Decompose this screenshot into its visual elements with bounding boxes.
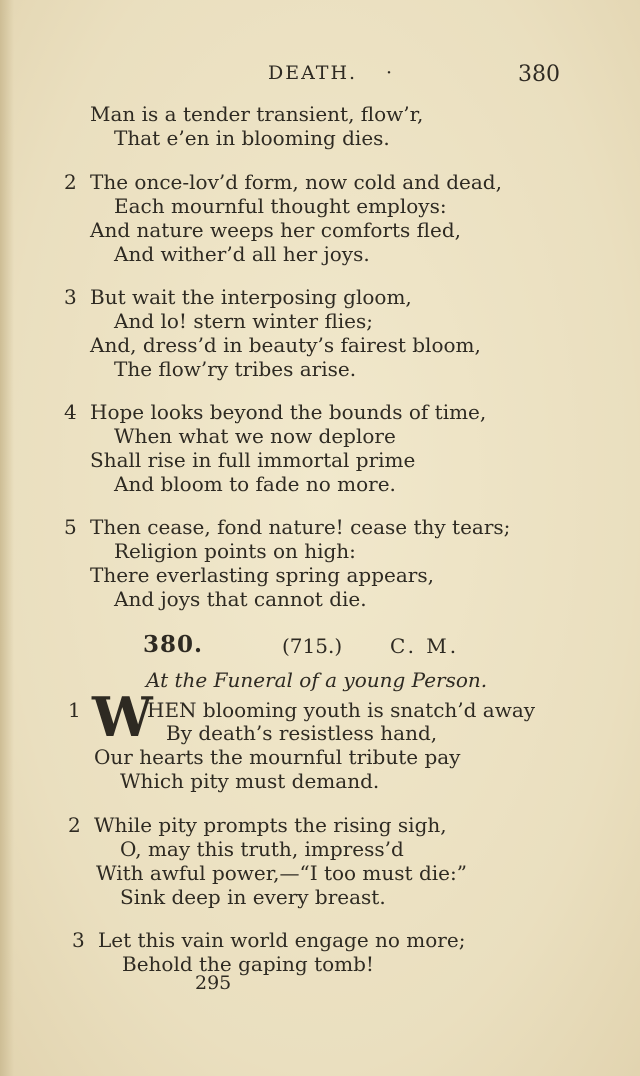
verse-line: But wait the interposing gloom, xyxy=(90,285,412,309)
stanza-number: 5 xyxy=(64,515,77,539)
verse-line: And wither’d all her joys. xyxy=(114,242,370,266)
stanza-number: 2 xyxy=(68,813,81,837)
verse-line: When what we now deplore xyxy=(114,424,396,448)
stanza-number: 3 xyxy=(64,285,77,309)
verse-line: Hope looks beyond the bounds of time, xyxy=(90,400,487,424)
verse-line: And joys that cannot die. xyxy=(114,587,367,611)
verse-line: HEN blooming youth is snatch’d away xyxy=(147,698,536,722)
page-number: 380 xyxy=(518,62,560,87)
verse-line: While pity prompts the rising sigh, xyxy=(94,813,447,837)
verse-line: Each mournful thought employs: xyxy=(114,194,447,218)
spine-shadow xyxy=(0,0,14,1076)
drop-cap: W xyxy=(92,685,153,749)
running-head: DEATH. xyxy=(268,62,358,84)
hymn-number: 380. xyxy=(143,631,204,658)
verse-line: O, may this truth, impress’d xyxy=(120,837,404,861)
stanza-number: 2 xyxy=(64,170,77,194)
verse-line: Which pity must demand. xyxy=(120,769,380,793)
verse-line: Our hearts the mournful tribute pay xyxy=(94,745,461,769)
stanza-number: 3 xyxy=(72,928,85,952)
verse-line: And lo! stern winter flies; xyxy=(114,309,374,333)
verse-line: Then cease, fond nature! cease thy tears; xyxy=(90,515,511,539)
hymn-title: At the Funeral of a young Person. xyxy=(146,668,488,692)
stanza-number: 4 xyxy=(64,400,77,424)
verse-line: The flow’ry tribes arise. xyxy=(114,357,357,381)
verse-line: The once-lov’d form, now cold and dead, xyxy=(90,170,502,194)
verse-line: And, dress’d in beauty’s fairest bloom, xyxy=(90,333,481,357)
verse-line: Let this vain world engage no more; xyxy=(98,928,466,952)
verse-line: And bloom to fade no more. xyxy=(114,472,396,496)
verse-line: Sink deep in every breast. xyxy=(120,885,386,909)
verse-line: That e’en in blooming dies. xyxy=(114,126,390,150)
running-head-dot: · xyxy=(386,62,393,84)
verse-line: Religion points on high: xyxy=(114,539,356,563)
signature-mark: 295 xyxy=(195,972,232,994)
verse-line: By death’s resistless hand, xyxy=(166,721,438,745)
verse-line: Man is a tender transient, flow’r, xyxy=(90,102,424,126)
verse-line: With awful power,—“I too must die:” xyxy=(96,861,467,885)
stanza-number: 1 xyxy=(68,698,81,722)
verse-line: There everlasting spring appears, xyxy=(90,563,434,587)
verse-line: And nature weeps her comforts fled, xyxy=(90,218,462,242)
verse-line: Shall rise in full immortal prime xyxy=(90,448,416,472)
verse-line: Behold the gaping tomb! xyxy=(122,952,374,976)
hymn-meter: C. M. xyxy=(390,634,460,658)
hymn-reference: (715.) xyxy=(282,634,343,658)
